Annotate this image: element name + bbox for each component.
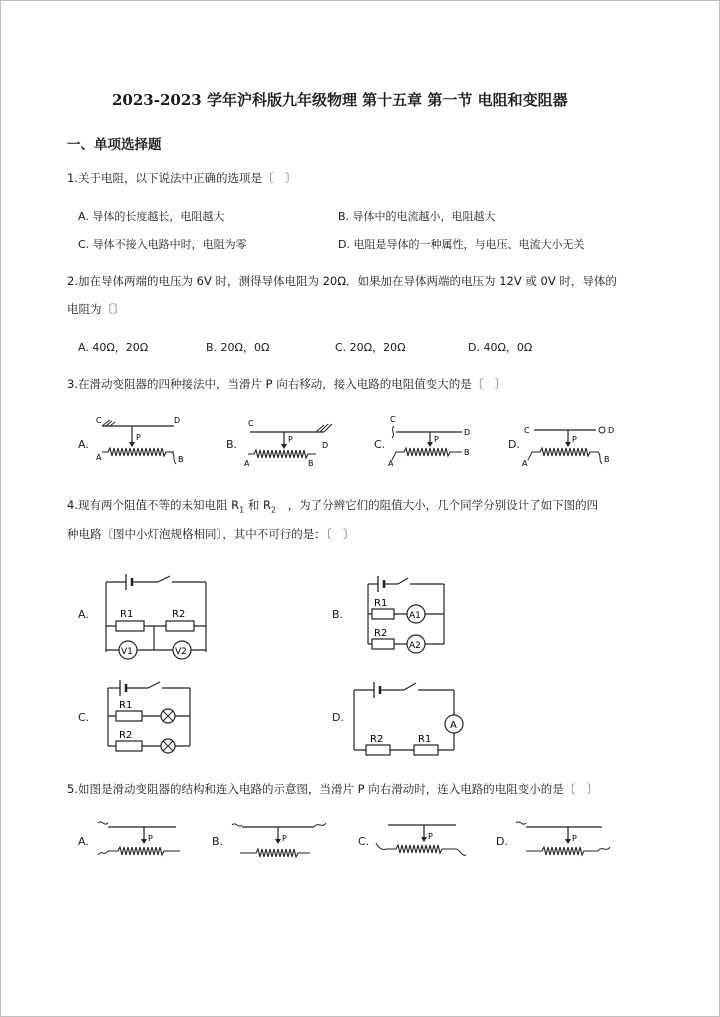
q4b-r2: R2	[374, 628, 388, 639]
q1-stem: 1.关于电阻，以下说法中正确的选项是〔 〕	[67, 171, 297, 185]
q5-diagram-d	[512, 815, 616, 865]
q2-option-b[interactable]: B. 20Ω，0Ω	[206, 341, 270, 354]
q4c-r2: R2	[119, 730, 133, 741]
q3a-term-c: C	[96, 416, 102, 425]
q3c-term-a: A	[388, 459, 394, 468]
q2-stem-line2: 电阻为〔〕	[67, 302, 125, 316]
q4-diagram-b	[364, 572, 454, 662]
q4-diagram-a	[102, 572, 212, 662]
q5-stem: 5.如图是滑动变阻器的结构和连入电路的示意图，当滑片 P 向右滑动时，连入电路的电阻变小的是〔 〕	[67, 782, 599, 796]
q5-diagram-a	[94, 815, 190, 865]
q4-label-d[interactable]: D.	[332, 711, 344, 724]
q1-option-b[interactable]: B. 导体中的电流越小，电阻越大	[338, 210, 496, 223]
q5d-slider-p: P	[572, 834, 577, 843]
section-heading: 一、单项选择题	[67, 137, 162, 153]
q4a-v1: V1	[121, 647, 133, 657]
q4d-r2: R2	[370, 734, 384, 745]
q3a-slider-p: P	[136, 433, 141, 442]
q3b-slider-p: P	[288, 435, 293, 444]
q5a-slider-p: P	[148, 834, 153, 843]
q4-stem-line1	[67, 497, 598, 514]
q3a-term-d: D	[174, 416, 181, 425]
q4-stem-part1: 4.现有两个阻值不等的未知电阻 R	[67, 498, 240, 512]
q3-label-c[interactable]: C.	[374, 438, 386, 451]
q4-stem-line2: 种电路〔图中小灯泡规格相同〕，其中不可行的是：〔 〕	[67, 527, 355, 541]
q4-label-b[interactable]: B.	[332, 608, 344, 621]
q3-diagram-b	[240, 412, 340, 470]
q4-diagram-c	[104, 678, 204, 758]
q4-diagram-d	[350, 680, 470, 758]
q3c-slider-p: P	[434, 435, 439, 444]
q4-sub-1: 1	[239, 505, 245, 515]
q2-option-a[interactable]: A. 40Ω，20Ω	[78, 341, 149, 354]
q3a-term-a: A	[96, 453, 102, 462]
q3c-term-b: B	[464, 448, 470, 457]
q4-stem-part3: ，为了分辨它们的阻值大小，几个同学分别设计了如下图的四	[276, 498, 599, 512]
q1-option-d[interactable]: D. 电阻是导体的一种属性，与电压、电流大小无关	[338, 238, 585, 251]
q5b-slider-p: P	[282, 834, 287, 843]
q3d-term-b: B	[604, 455, 610, 464]
q3-stem: 3.在滑动变阻器的四种接法中，当滑片 P 向右移动，接入电路的电阻值变大的是〔 〕	[67, 377, 507, 391]
q4-sub-2: 2	[271, 505, 277, 515]
q2-option-d[interactable]: D. 40Ω，0Ω	[468, 341, 533, 354]
q3-diagram-c	[388, 412, 480, 470]
q2-option-c[interactable]: C. 20Ω，20Ω	[335, 341, 406, 354]
q5-diagram-b	[228, 815, 334, 865]
q4d-ammeter: A	[450, 720, 457, 731]
q4c-r1: R1	[119, 700, 133, 711]
q3c-term-c: C	[390, 415, 396, 424]
page-title: 2023-2023 学年沪科版九年级物理 第十五章 第一节 电阻和变阻器	[112, 91, 568, 109]
q3b-term-d: D	[322, 441, 329, 450]
q3-diagram-a	[92, 412, 188, 470]
q5c-slider-p: P	[428, 832, 433, 841]
q3b-term-b: B	[308, 459, 314, 468]
q3c-term-d: D	[464, 428, 471, 437]
q1-option-c[interactable]: C. 导体不接入电路中时，电阻为零	[78, 238, 247, 251]
q3-label-b[interactable]: B.	[226, 438, 238, 451]
q5-label-c[interactable]: C.	[358, 835, 370, 848]
q4b-a2: A2	[409, 641, 421, 651]
q3d-term-a: A	[522, 459, 528, 468]
q4b-r1: R1	[374, 598, 388, 609]
q4a-r2: R2	[172, 609, 186, 620]
q3b-term-a: A	[244, 459, 250, 468]
q2-stem-line1: 2.加在导体两端的电压为 6V 时，测得导体电阻为 20Ω．如果加在导体两端的电压为 12V 或 0V 时，导体的	[67, 274, 617, 288]
q4-label-a[interactable]: A.	[78, 608, 89, 621]
q5-diagram-c	[372, 815, 472, 865]
q3d-slider-p: P	[572, 435, 577, 444]
q5-label-b[interactable]: B.	[212, 835, 224, 848]
q4a-v2: V2	[175, 647, 187, 657]
q4d-r1: R1	[418, 734, 432, 745]
q4b-a1: A1	[409, 611, 421, 621]
q3-label-a[interactable]: A.	[78, 438, 89, 451]
q4-stem-part2: 和 R	[244, 498, 272, 512]
q3b-term-c: C	[248, 419, 254, 428]
q4a-r1: R1	[120, 609, 134, 620]
q4-label-c[interactable]: C.	[78, 711, 90, 724]
q5-label-a[interactable]: A.	[78, 835, 89, 848]
q3-diagram-d	[522, 412, 618, 470]
q1-option-a[interactable]: A. 导体的长度越长，电阻越大	[78, 210, 225, 223]
q3a-term-b: B	[178, 455, 184, 464]
q3d-term-d: D	[608, 426, 615, 435]
q5-label-d[interactable]: D.	[496, 835, 508, 848]
q3-label-d[interactable]: D.	[508, 438, 520, 451]
q3d-term-c: C	[524, 426, 530, 435]
